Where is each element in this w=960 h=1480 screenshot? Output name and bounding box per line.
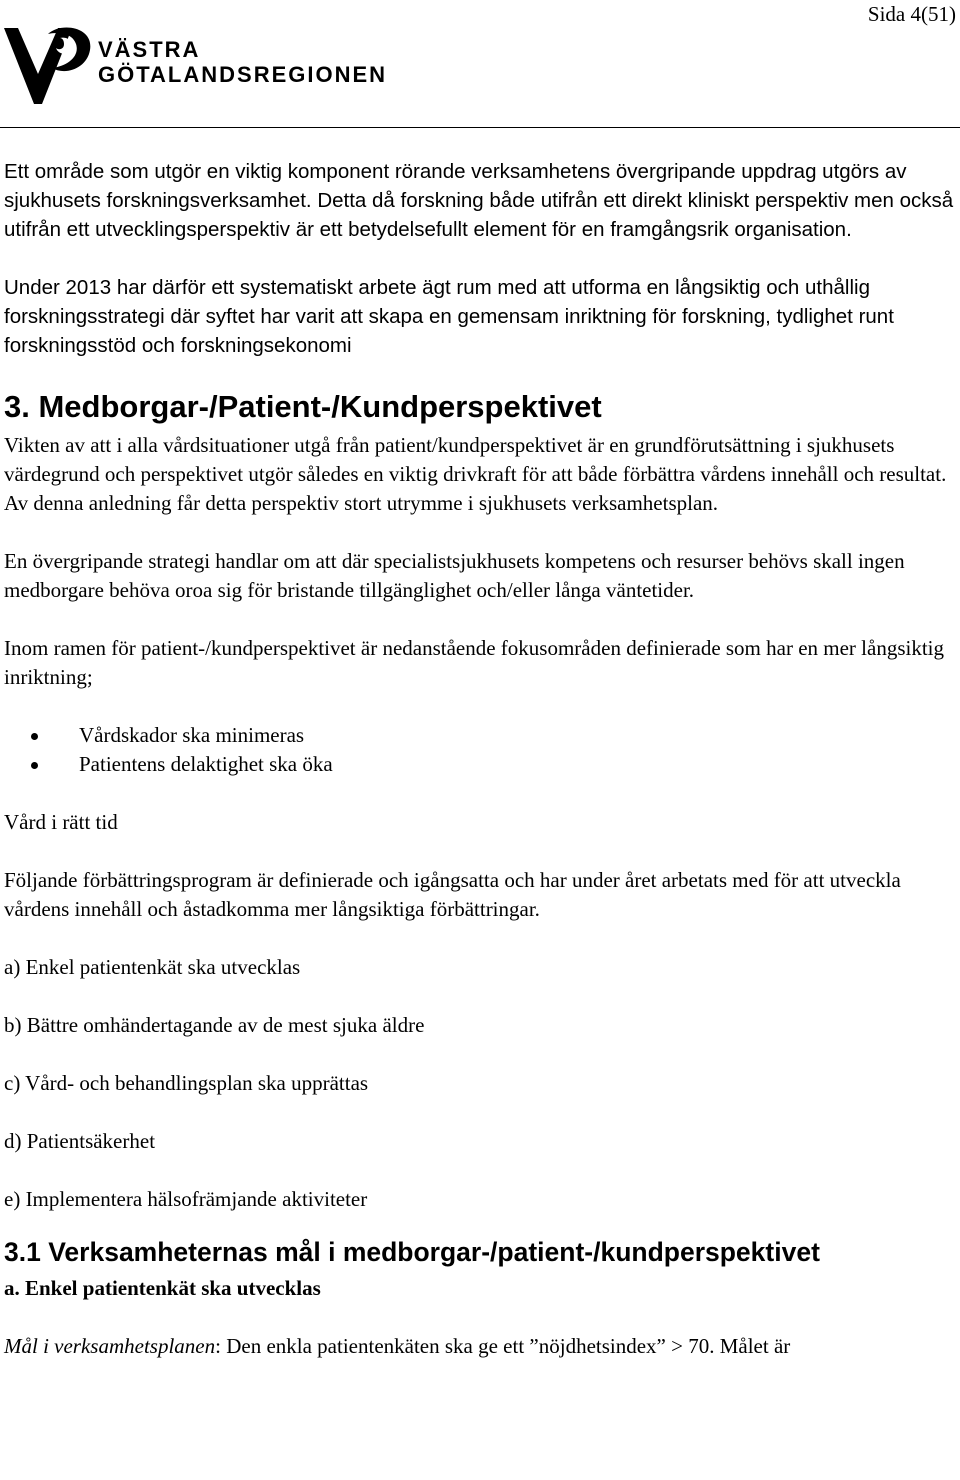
focus-area-list: [4, 721, 956, 779]
goal-text: : Den enkla patientenkäten ska ge ett ”nöjdhetsindex” > 70. Målet är: [215, 1334, 791, 1358]
goal-paragraph: [4, 1332, 956, 1361]
program-item: a) Enkel patientenkät ska utvecklas: [4, 955, 301, 979]
section-3-paragraph-2: En övergripande strategi handlar om att där specialistsjukhusets kompetens och resurser behövs skall ingen medborgare behöva oroa sig för bristande tillgänglighet och/eller långa väntetider.: [4, 549, 905, 602]
vgr-logo: [2, 24, 392, 108]
list-item-text: Patientens delaktighet ska öka: [79, 752, 333, 776]
bullet-icon: [31, 762, 38, 769]
document-body: [4, 157, 956, 1361]
bullet-icon: [31, 733, 38, 740]
intro-paragraph-1: Ett område som utgör en viktig komponent rörande verksamhetens övergripande uppdrag utgörs av sjukhusets forskningsverksamhet. Detta då forskning både utifrån ett direkt kliniskt perspektiv men också utifrån ett utvecklingsperspektiv är ett betydelsefullt element för en framgångsrik organisation.: [4, 160, 954, 241]
program-item: c) Vård- och behandlingsplan ska upprättas: [4, 1071, 369, 1095]
vgr-logo-icon: [2, 24, 94, 108]
section-3-1-heading: 3.1 Verksamheternas mål i medborgar-/patient-/kundperspektivet: [4, 1237, 820, 1267]
logo-line-1: VÄSTRA: [98, 37, 201, 62]
program-item: d) Patientsäkerhet: [4, 1129, 156, 1153]
subsection-a-heading: a. Enkel patientenkät ska utvecklas: [4, 1276, 321, 1300]
goal-label: Mål i verksamhetsplanen: [4, 1334, 216, 1358]
section-3-paragraph-1: Vikten av att i alla vårdsituationer utgå från patient/kundperspektivet är en grundförutsättning i sjukhusets värdegrund och perspektivet utgör således en viktig drivkraft för att både förbättra vårdens innehåll och resultat. Av denna anledning får detta perspektiv stort utrymme i sjukhusets verksamhetsplan.: [4, 433, 947, 515]
after-list-text: Vård i rätt tid: [4, 810, 118, 834]
list-item-text: Vårdskador ska minimeras: [79, 723, 305, 747]
programs-intro: Följande förbättringsprogram är definierade och igångsatta och har under året arbetats med för att utveckla vårdens innehåll och åstadkomma mer långsiktiga förbättringar.: [4, 868, 901, 921]
page-number: Sida 4(51): [867, 2, 956, 26]
program-item: e) Implementera hälsofrämjande aktiviteter: [4, 1187, 368, 1211]
program-item: b) Bättre omhändertagande av de mest sjuka äldre: [4, 1013, 425, 1037]
section-3-heading: 3. Medborgar-/Patient-/Kundperspektivet: [4, 389, 602, 424]
list-item: [4, 750, 956, 779]
intro-paragraph-2: Under 2013 har därför ett systematiskt arbete ägt rum med att utforma en långsiktig och uthållig forskningsstrategi där syftet har varit att skapa en gemensam inriktning för forskning, tydlighet runt forskningsstöd och forskningsekonomi: [4, 276, 894, 357]
section-3-paragraph-3: Inom ramen för patient-/kundperspektivet är nedanstående fokusområden definierade som har en mer långsiktig inriktning;: [4, 636, 945, 689]
header-divider: [0, 127, 960, 128]
logo-line-2: GÖTALANDSREGIONEN: [98, 62, 388, 87]
logo-text: [98, 37, 387, 87]
list-item: [4, 721, 956, 750]
